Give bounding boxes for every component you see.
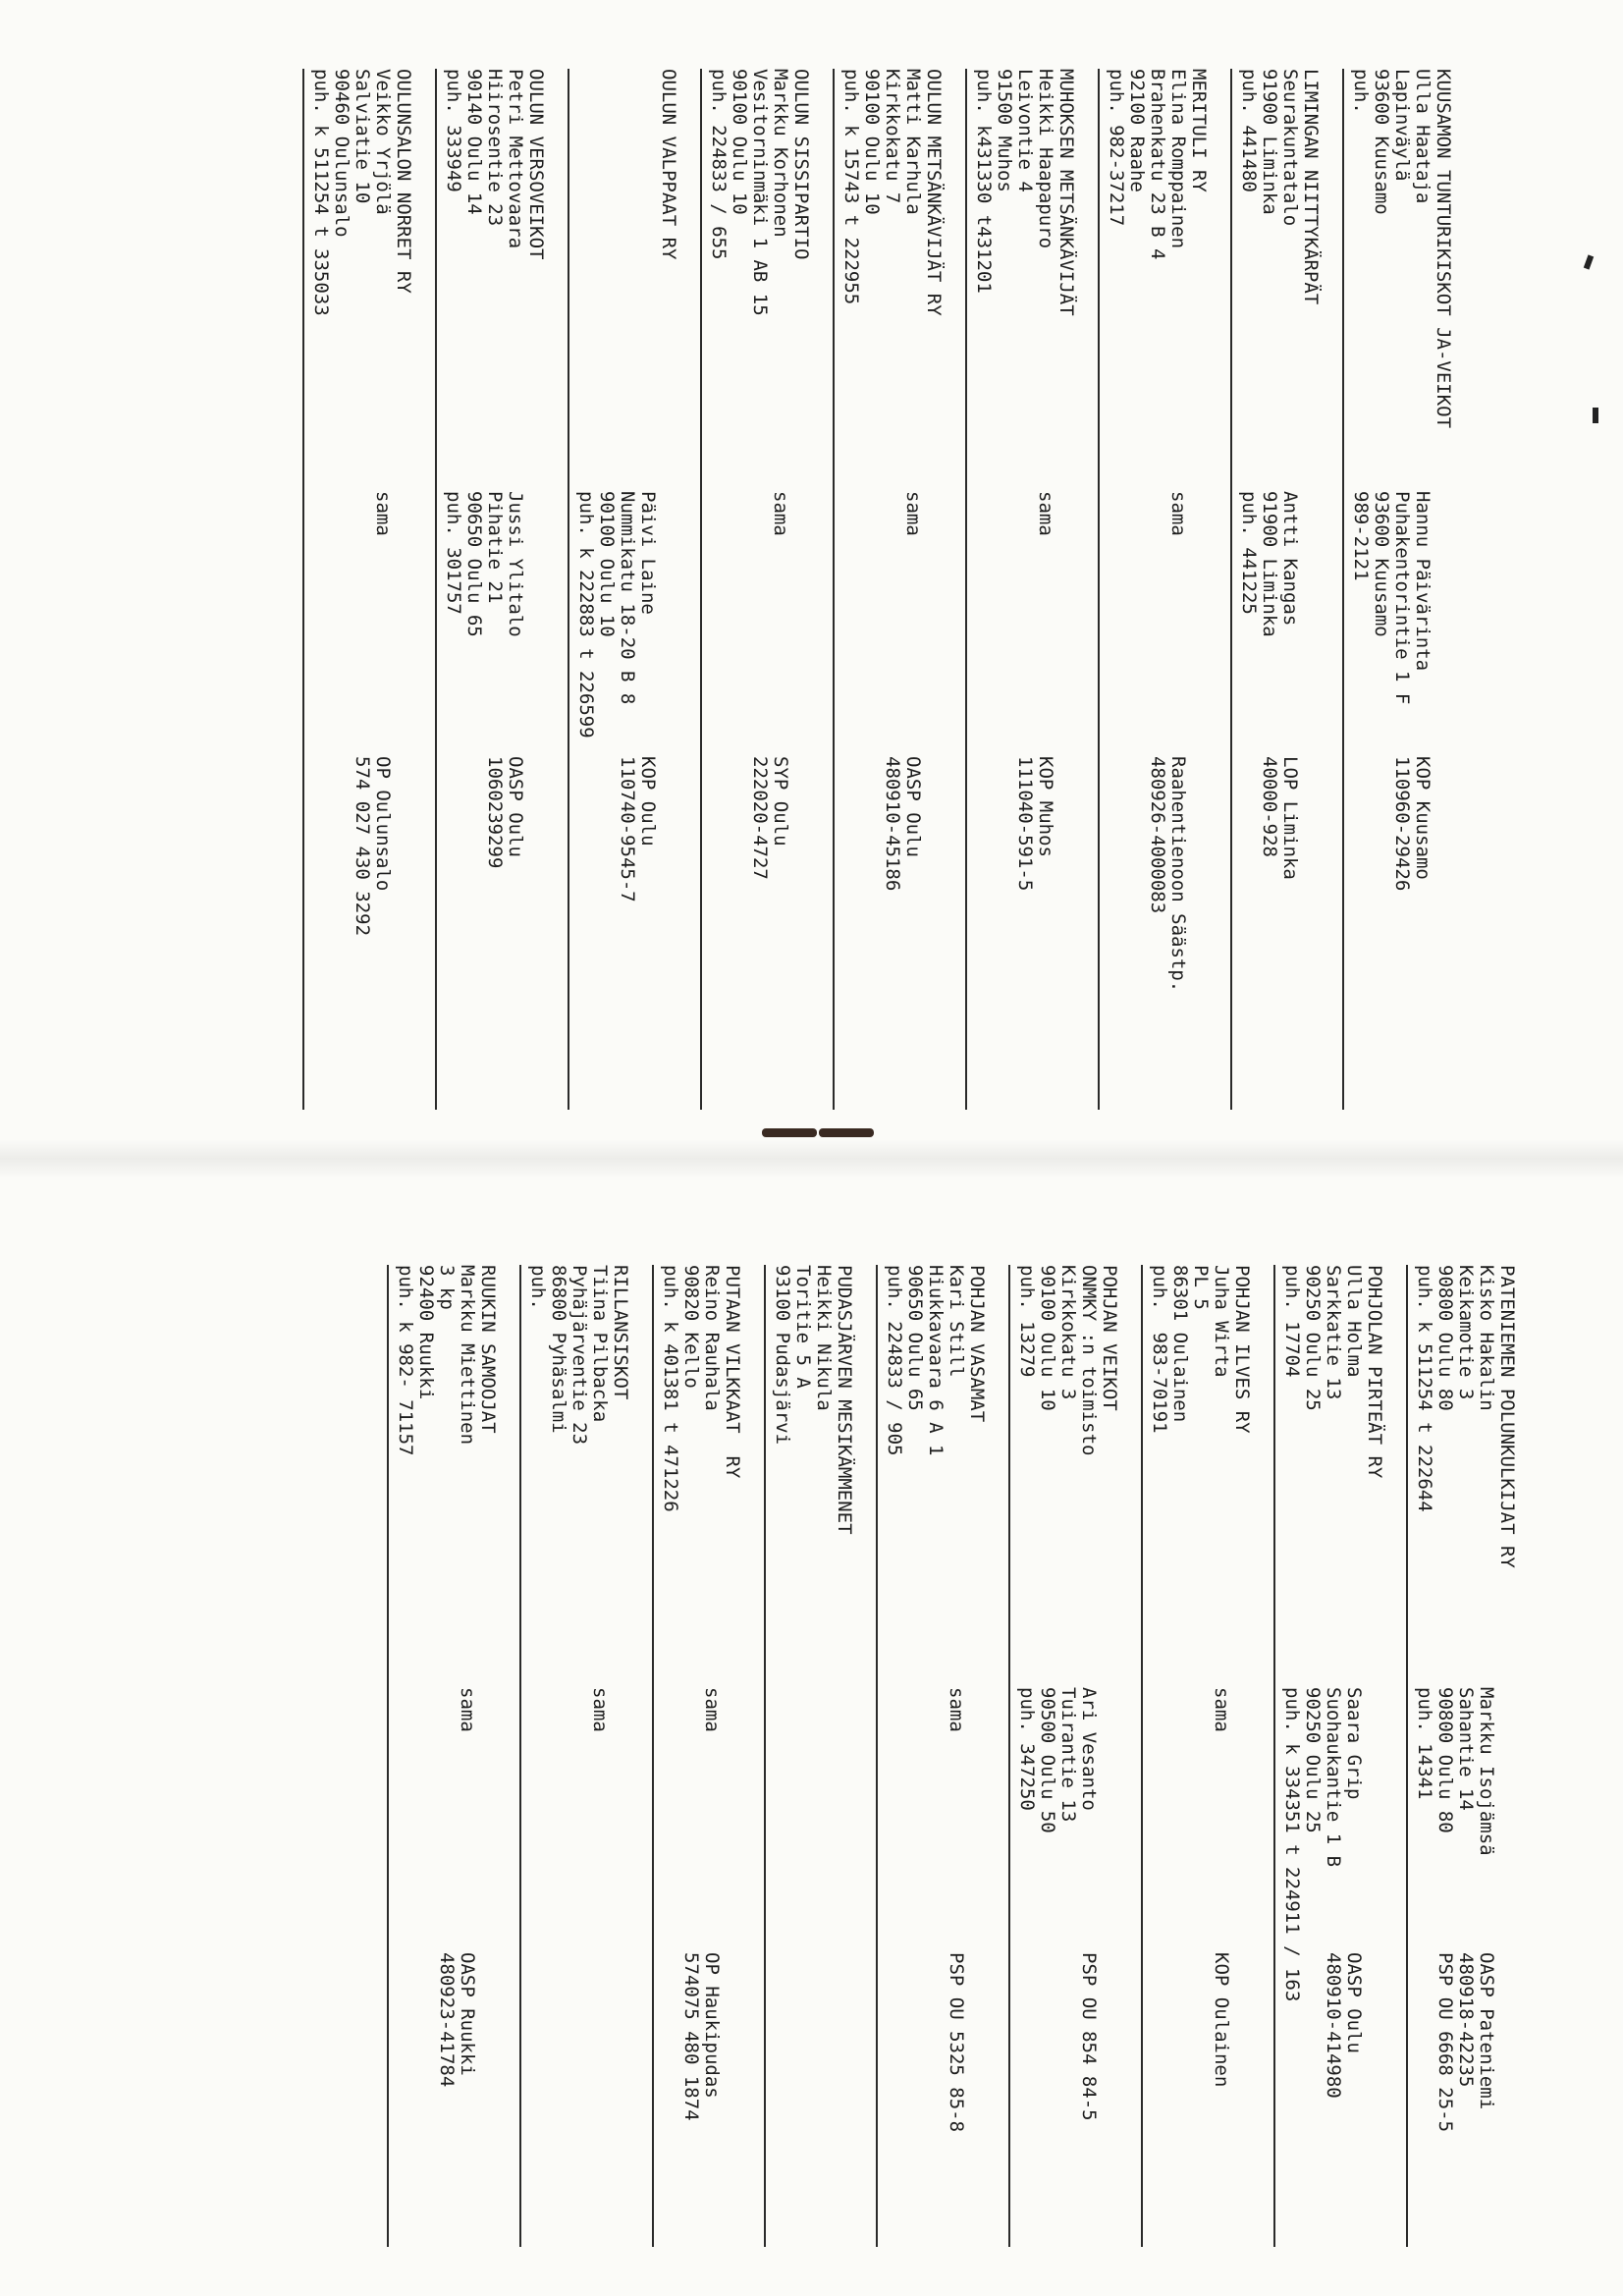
contact-address: Elina Romppainen Brahenkatu 23 B 4 92100 Raahe puh. 982-37217	[1106, 69, 1189, 260]
contact-address: Veikko Yrjölä Salviatie 10 90460 Oulunsalo puh. k 511254 t 335033	[310, 69, 394, 316]
bank-account: PSP OU 854 84-5	[1078, 1952, 1100, 2121]
bank-account: KOP Oulu 110740-9545-7	[617, 756, 659, 902]
organization-name: MUHOKSEN METSÄNKÄVIJÄT	[1055, 69, 1077, 316]
secondary-contact: Markku Isojämsä Sahantie 14 90800 Oulu 80 puh. 14341	[1414, 1687, 1497, 1856]
secondary-contact: Ari Vesanto Tuirantie 13 90500 Oulu 50 puh. 347250	[1016, 1687, 1100, 1833]
directory-entry	[568, 69, 678, 1110]
bank-account: OP Haukipudas 574075 480 1874	[680, 1952, 723, 2121]
organization-name: OULUN SISSIPARTIO	[790, 69, 812, 260]
secondary-contact: sama	[946, 1687, 967, 1732]
bottom-half	[0, 1176, 1623, 2296]
page-fold	[0, 1139, 1623, 1178]
bank-account: OASP Oulu 480910-45186	[882, 756, 924, 892]
bank-account: SYP Oulu 222020-4727	[749, 756, 791, 880]
organization-name: OULUN METSÄNKÄVIJÄT RY	[923, 69, 945, 316]
secondary-contact: sama	[1167, 491, 1189, 536]
contact-address: Markku Miettinen 3 kp 92400 Ruukki puh. k 982- 71157	[395, 1265, 478, 1456]
bank-account: OP Oulunsalo 574 027 430 3292	[352, 756, 394, 937]
bottom-directory-listing	[123, 1265, 1517, 2247]
directory-entry	[1098, 69, 1209, 1110]
organization-name: KUUSAMON TUNTURIKISKOT JA-VEIKOT	[1433, 69, 1454, 429]
organization-name: POHJAN VEIKOT	[1099, 1265, 1120, 1411]
top-half	[0, 0, 1623, 1139]
directory-entry	[1342, 69, 1453, 1110]
directory-entry	[764, 1265, 854, 2247]
bank-account: KOP Muhos 111040-591-5	[1014, 756, 1056, 892]
contact-address: Juha Wirta PL 5 86301 Oulainen puh. 983-70191	[1149, 1265, 1232, 1434]
directory-entry	[1141, 1265, 1252, 2247]
organization-name: PUTAAN VILKKAAT RY	[722, 1265, 743, 1479]
organization-name: PUDASJÄRVEN MESIKÄMMENET	[834, 1265, 855, 1535]
organization-name: OULUN VALPPAAT RY	[658, 69, 679, 260]
secondary-contact: sama	[701, 1687, 723, 1732]
bank-account: OASP Oulu 480910-414980	[1323, 1952, 1365, 2099]
contact-address: ONMKY :n toimisto Kirkkokatu 3 90100 Oulu 10 puh. 13279	[1016, 1265, 1100, 1456]
contact-address: Ulla Holma Sarkkatie 13 90250 Oulu 25 puh. 17704	[1281, 1265, 1365, 1411]
contact-address: Reino Rauhala 90820 Kello puh. k 401381 t 471226	[660, 1265, 723, 1512]
secondary-contact: Antti Kangas 91900 Liminka puh. 441225	[1238, 491, 1301, 637]
directory-entry	[1406, 1265, 1517, 2247]
directory-entry	[965, 69, 1076, 1110]
directory-entry	[302, 69, 413, 1110]
bank-account: KOP Oulainen	[1211, 1952, 1232, 2088]
directory-entry	[435, 69, 546, 1110]
secondary-contact: sama	[372, 491, 394, 536]
secondary-contact: sama	[1035, 491, 1056, 536]
secondary-contact: sama	[770, 491, 791, 536]
contact-address: Seurakuntatalo 91900 Liminka puh. 441480	[1238, 69, 1301, 227]
contact-address: Tiina Pilbacka Pyhäjärventie 23 86800 Pyhäsalmi puh.	[527, 1265, 611, 1446]
contact-address: Petri Mettovaara Hiirosentie 23 90140 Oulu 14 puh. 333949	[443, 69, 526, 249]
bank-account: OASP Oulu 1060239299	[484, 756, 526, 869]
organization-name: MERITULI RY	[1188, 69, 1210, 192]
contact-address: Heikki Haapapuro Leivontie 4 91500 Muhos puh. k431330 t431201	[973, 69, 1056, 294]
directory-entry	[387, 1265, 498, 2247]
secondary-contact: sama	[1211, 1687, 1232, 1732]
secondary-contact	[772, 1687, 834, 1952]
secondary-contact: Saara Grip Suohaukantie 1 B 90250 Oulu 25 puh. k 334351 t 224911 / 163	[1281, 1687, 1365, 2002]
bank-account	[527, 1952, 610, 2286]
contact-address: Ulla Haataja Lapinväylä 93600 Kuusamo puh.	[1350, 69, 1434, 215]
contact-address: Kisko Hakalin Keikamotie 3 90800 Oulu 80 puh. k 511254 t 222644	[1414, 1265, 1497, 1512]
bank-account: OASP Pateniemi 480918-42235 PSP OU 6668 25-5	[1434, 1952, 1497, 2133]
secondary-contact: Hannu Päivärinta Puhakentorintie 1 F 93600 Kuusamo 989-2121	[1350, 491, 1434, 705]
bank-account: PSP OU 5325 85-8	[946, 1952, 967, 2133]
bank-account: KOP Kuusamo 110960-29426	[1391, 756, 1434, 892]
organization-name: PATENIEMEN POLUNKULKIJAT RY	[1496, 1265, 1518, 1568]
secondary-contact: sama	[589, 1687, 611, 1732]
organization-name: LIMINGAN NIITTYKÄRPÄT	[1300, 69, 1322, 305]
contact-address: Matti Karhula Kirkkokatu 7 90100 Oulu 10 puh. k 15743 t 222955	[840, 69, 924, 305]
organization-name: RUUKIN SAMOOJAT	[477, 1265, 499, 1434]
directory-entry	[652, 1265, 742, 2247]
contact-address: Kari Still Hiukkavaara 6 A 1 90650 Oulu 65 puh. 224833 / 905	[884, 1265, 967, 1456]
directory-entry	[833, 69, 944, 1110]
organization-name: POHJAN ILVES RY	[1231, 1265, 1253, 1434]
contact-address: Heikki Nikula Toritie 5 A 93100 Pudasjärvi	[772, 1265, 835, 1446]
secondary-contact: Päivi Laine Nummikatu 18-20 B 8 90100 Oulu 10 puh. k 222883 t 226599	[575, 491, 659, 738]
directory-entry	[700, 69, 811, 1110]
bank-account: Raahentienoon Säästp. 480926-4000083	[1147, 756, 1189, 993]
bank-account: OASP Ruukki 480923-41784	[436, 1952, 478, 2088]
bank-account	[772, 1952, 834, 2286]
directory-entry	[1008, 1265, 1119, 2247]
secondary-contact: sama	[457, 1687, 478, 1732]
organization-name: OULUN VERSOVEIKOT	[525, 69, 547, 260]
organization-name: RILLANSISKOT	[610, 1265, 631, 1400]
contact-address: Markku Korhonen Vesitorninmäki 1 AB 15 90100 Oulu 10 puh. 224833 / 655	[708, 69, 791, 316]
top-directory-listing	[59, 69, 1453, 1110]
secondary-contact: Jussi Ylitalo Pihatie 21 90650 Oulu 65 puh. 301757	[443, 491, 526, 637]
contact-address	[575, 69, 658, 491]
directory-entry	[519, 1265, 630, 2247]
directory-entry	[876, 1265, 987, 2247]
secondary-contact: sama	[902, 491, 924, 536]
directory-entry	[1273, 1265, 1384, 2247]
bank-account: LOP Liminka 40000-928	[1259, 756, 1301, 880]
organization-name: POHJAN VASAMAT	[966, 1265, 988, 1423]
organization-name: POHJOLAN PIRTEÄT RY	[1364, 1265, 1385, 1479]
directory-entry	[1230, 69, 1321, 1110]
organization-name: OULUNSALON NORRET RY	[393, 69, 414, 294]
